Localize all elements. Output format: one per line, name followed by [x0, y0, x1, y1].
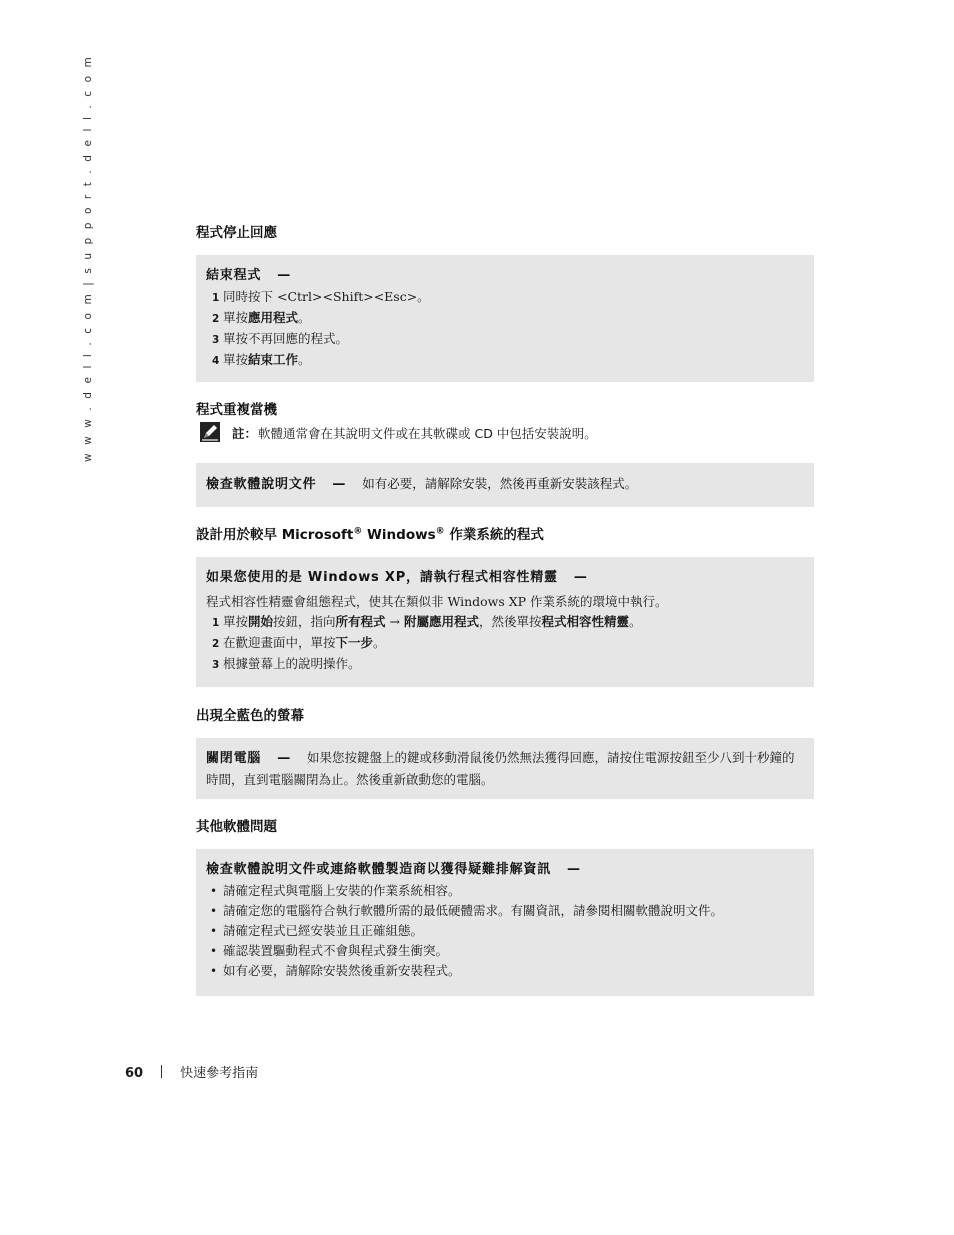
bullet-dot: •: [210, 944, 218, 958]
step-text: 。: [373, 635, 386, 650]
heading-legacy-programs: [196, 523, 544, 543]
box-head-line: [206, 567, 804, 589]
step-keyword: 附屬應用程式: [403, 614, 479, 629]
step-item: [206, 612, 804, 633]
heading-other-software: 其他軟體問題: [196, 819, 277, 835]
bullet-item: [206, 901, 804, 921]
bullet-text: 請確定程式與電腦上安裝的作業系統相容。: [223, 883, 461, 898]
step-text: 單按不再回應的程式。: [223, 331, 349, 346]
registered-mark: ®: [435, 526, 445, 537]
footer-divider: [161, 1065, 162, 1078]
note-text: 軟體通常會在其說明文件或在其軟碟或 CD 中包括安裝說明。: [258, 426, 597, 441]
bullet-dot: •: [210, 884, 218, 898]
step-number: 2: [212, 638, 220, 650]
bullet-item: [206, 941, 804, 961]
registered-mark: ®: [353, 526, 363, 537]
step-keyword: 應用程式: [248, 310, 299, 325]
em-dash: —: [277, 268, 292, 283]
step-text: 按鈕，指向: [273, 614, 336, 629]
box-inline-text: 如果您按鍵盤上的鍵或移動滑鼠後仍然無法獲得回應，請按住電源按鈕至少八到十秒鐘的時間，直到電腦關閉為止。然後重新啟動您的電腦。: [206, 750, 795, 787]
box-contact-vendor: [196, 849, 814, 996]
step-text-post: 。: [298, 352, 311, 367]
step-number: 1: [212, 617, 220, 629]
step-text-pre: 單按: [223, 352, 249, 367]
step-number: 1: [212, 292, 220, 304]
step-keyword: 程式相容性精靈: [541, 614, 630, 629]
side-url-text: w w w . d e l l . c o m | s u p p o r t . d e l l . c o m: [82, 54, 94, 462]
box-paragraph: [206, 748, 804, 790]
step-item: [206, 654, 804, 675]
heading-blue-screen: 出現全藍色的螢幕: [196, 708, 304, 724]
step-text-post: 。: [298, 310, 311, 325]
step-text: 在歡迎畫面中，單按: [223, 635, 336, 650]
heading-text-mid: Windows: [362, 527, 436, 543]
step-text: 。: [629, 614, 642, 629]
bullet-dot: •: [210, 904, 218, 918]
em-dash: —: [332, 477, 347, 492]
step-item: [206, 633, 804, 654]
bullet-dot: •: [210, 924, 218, 938]
heading-text-post: 作業系統的程式: [444, 527, 544, 543]
box-check-docs: [196, 463, 814, 507]
step-item: [206, 329, 804, 350]
arrow-glyph: →: [385, 614, 404, 629]
box-inline-text: 如有必要，請解除安裝，然後再重新安裝該程式。: [362, 476, 638, 491]
bullet-text: 如有必要，請解除安裝然後重新安裝程式。: [223, 963, 461, 978]
box-turn-off: [196, 738, 814, 799]
bullet-dot: •: [210, 964, 218, 978]
box-compat-wizard: [196, 557, 814, 687]
bullet-item: [206, 881, 804, 901]
bullet-text: 確認裝置驅動程式不會與程式發生衝突。: [223, 943, 449, 958]
step-item: [206, 308, 804, 329]
step-text: 同時按下 <Ctrl><Shift><Esc>。: [223, 289, 430, 304]
bullet-item: [206, 921, 804, 941]
heading-program-crash: 程式重複當機: [196, 402, 277, 418]
page-number: 60: [125, 1066, 144, 1081]
note-pencil-icon: [200, 422, 220, 442]
step-text: 單按: [223, 614, 249, 629]
step-keyword: 下一步: [335, 635, 374, 650]
em-dash: —: [573, 570, 588, 585]
step-item: [206, 350, 804, 371]
box-head-line: [206, 473, 804, 496]
step-number: 4: [212, 355, 220, 367]
note-row: [200, 422, 820, 444]
box-end-program: [196, 255, 814, 382]
step-text: 根據螢幕上的說明操作。: [223, 656, 361, 671]
step-number: 3: [212, 659, 220, 671]
step-keyword: 開始: [248, 614, 274, 629]
em-dash: —: [567, 862, 581, 877]
box-head-title: 如果您使用的是 Windows XP，請執行程式相容性精靈: [206, 570, 558, 585]
box-head-line: [206, 265, 804, 287]
page-footer: [125, 1062, 258, 1082]
box-head-title: 關閉電腦: [206, 751, 262, 766]
em-dash: —: [277, 751, 292, 766]
box-head-title: 檢查軟體說明文件: [206, 477, 317, 492]
step-keyword: 結束工作: [248, 352, 299, 367]
box-head-line: [206, 859, 804, 881]
step-item: [206, 287, 804, 308]
bullet-text: 請確定您的電腦符合執行軟體所需的最低硬體需求。有關資訊，請參閱相關軟體說明文件。: [223, 903, 724, 918]
step-text-pre: 單按: [223, 310, 249, 325]
step-number: 3: [212, 334, 220, 346]
heading-program-hang: 程式停止回應: [196, 225, 277, 241]
footer-title: 快速參考指南: [180, 1066, 259, 1081]
step-text: ，然後單按: [479, 614, 542, 629]
box-head-title: 檢查軟體說明文件或連絡軟體製造商以獲得疑難排解資訊: [206, 862, 552, 877]
box-intro-text: 程式相容性精靈會組態程式，使其在類似非 Windows XP 作業系統的環境中執行。: [206, 594, 668, 609]
bullet-text: 請確定程式已經安裝並且正確組態。: [223, 923, 424, 938]
step-keyword: 所有程式: [335, 614, 386, 629]
bullet-item: [206, 961, 804, 981]
note-label: 註：: [232, 426, 258, 441]
heading-text-pre: 設計用於較早 Microsoft: [196, 527, 354, 543]
box-head-title: 結束程式: [206, 268, 262, 283]
step-number: 2: [212, 313, 220, 325]
